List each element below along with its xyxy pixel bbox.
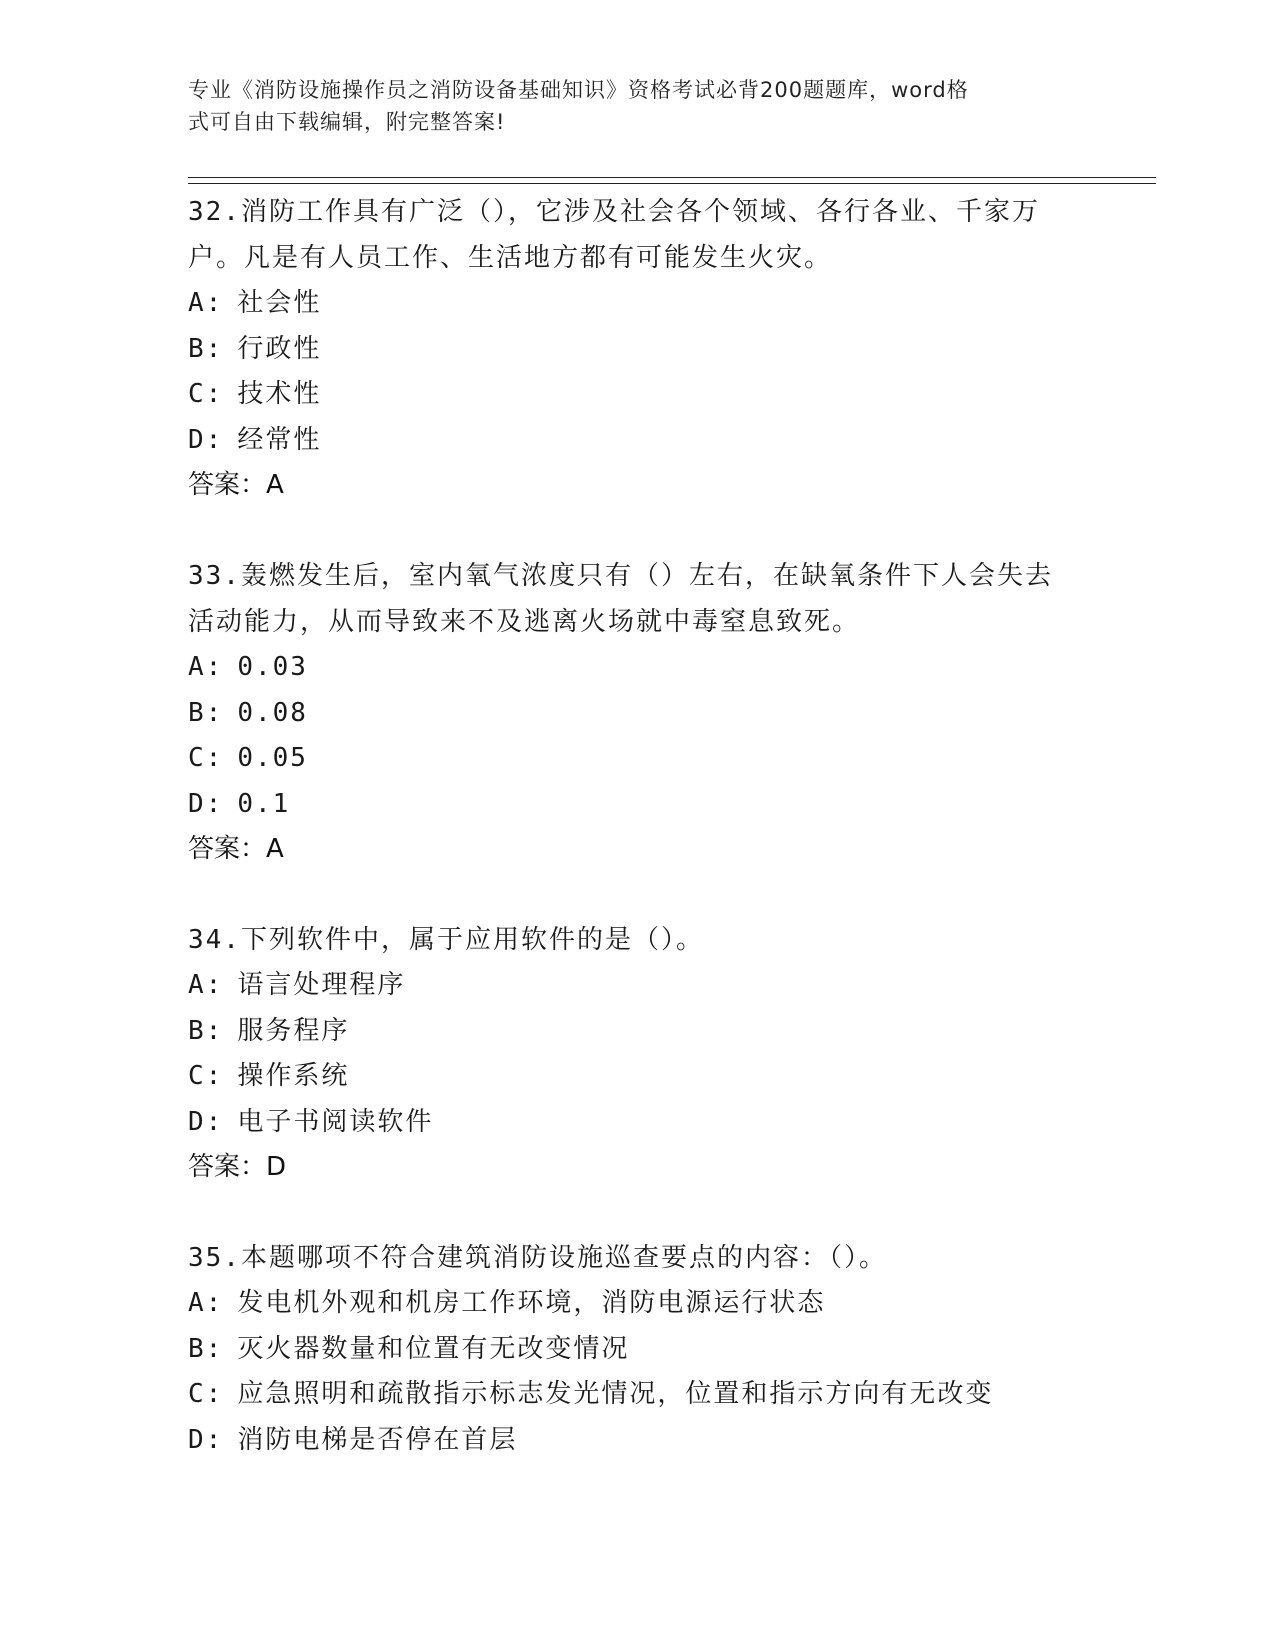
question-list <box>188 189 1088 1508</box>
option-b <box>188 1327 1088 1373</box>
option-text: 发电机外观和机房工作环境，消防电源运行状态 <box>237 1288 826 1318</box>
option-key: C: <box>188 1061 224 1091</box>
option-b <box>188 691 1088 737</box>
option-key: A: <box>188 288 224 318</box>
option-key: D: <box>188 1106 224 1137</box>
option-c <box>188 1372 1088 1418</box>
option-c <box>188 372 1088 418</box>
option-text: 0.08 <box>237 697 308 728</box>
option-key: C: <box>188 743 224 773</box>
option-a <box>188 281 1088 327</box>
option-c <box>188 1054 1088 1100</box>
option-key: B: <box>188 1015 224 1046</box>
option-text: 电子书阅读软件 <box>237 1106 434 1137</box>
answer-line: 答案：A <box>188 834 284 864</box>
document-header <box>188 74 1068 138</box>
option-d <box>188 1418 1088 1464</box>
option-text: 灭火器数量和位置有无改变情况 <box>237 1333 630 1364</box>
option-key: B: <box>188 1333 224 1364</box>
option-key: A: <box>188 652 224 682</box>
option-key: C: <box>188 1379 224 1409</box>
header-line-2: 式可自由下载编辑，附完整答案! <box>188 110 506 134</box>
question-stem-line: 34.下列软件中，属于应用软件的是（）。 <box>188 925 704 955</box>
option-a <box>188 963 1088 1009</box>
option-text: 0.03 <box>237 652 308 682</box>
question-stem-line: 户。凡是有人员工作、生活地方都有可能发生火灾。 <box>188 243 833 273</box>
option-text: 行政性 <box>237 333 322 364</box>
option-key: A: <box>188 970 224 1000</box>
header-line-1: 专业《消防设施操作员之消防设备基础知识》资格考试必背200题题库，word格 <box>188 78 969 102</box>
option-key: D: <box>188 424 224 455</box>
option-c <box>188 736 1088 782</box>
option-d <box>188 1100 1088 1146</box>
option-b <box>188 327 1088 373</box>
option-key: C: <box>188 379 224 409</box>
option-text: 操作系统 <box>237 1061 350 1091</box>
option-key: B: <box>188 697 224 728</box>
option-a <box>188 645 1088 691</box>
option-text: 经常性 <box>237 424 322 455</box>
question-35 <box>188 1235 1088 1463</box>
option-b <box>188 1009 1088 1055</box>
answer-line: 答案：A <box>188 470 284 500</box>
option-text: 社会性 <box>237 288 322 318</box>
header-rule-bottom <box>188 183 1156 184</box>
option-text: 应急照明和疏散指示标志发光情况，位置和指示方向有无改变 <box>237 1379 994 1409</box>
option-text: 0.1 <box>237 788 291 819</box>
option-text: 技术性 <box>237 379 322 409</box>
option-text: 消防电梯是否停在首层 <box>237 1424 518 1455</box>
question-32 <box>188 189 1088 508</box>
option-d <box>188 418 1088 464</box>
question-stem-line: 33.轰燃发生后，室内氧气浓度只有（）左右，在缺氧条件下人会失去 <box>188 561 1053 591</box>
option-text: 服务程序 <box>237 1015 350 1046</box>
question-33 <box>188 553 1088 872</box>
answer-line: 答案：D <box>188 1152 287 1182</box>
option-key: B: <box>188 333 224 364</box>
question-stem-line: 32.消防工作具有广泛（），它涉及社会各个领域、各行各业、千家万 <box>188 197 1040 227</box>
option-key: D: <box>188 788 224 819</box>
question-34 <box>188 917 1088 1190</box>
option-a <box>188 1281 1088 1327</box>
option-key: A: <box>188 1288 224 1318</box>
option-key: D: <box>188 1424 224 1455</box>
option-text: 语言处理程序 <box>237 970 406 1000</box>
question-stem-line: 35.本题哪项不符合建筑消防设施巡查要点的内容：（）。 <box>188 1243 887 1273</box>
option-text: 0.05 <box>237 743 308 773</box>
option-d <box>188 782 1088 828</box>
header-rule-top <box>188 177 1156 178</box>
question-stem-line: 活动能力，从而导致来不及逃离火场就中毒窒息致死。 <box>188 607 861 637</box>
